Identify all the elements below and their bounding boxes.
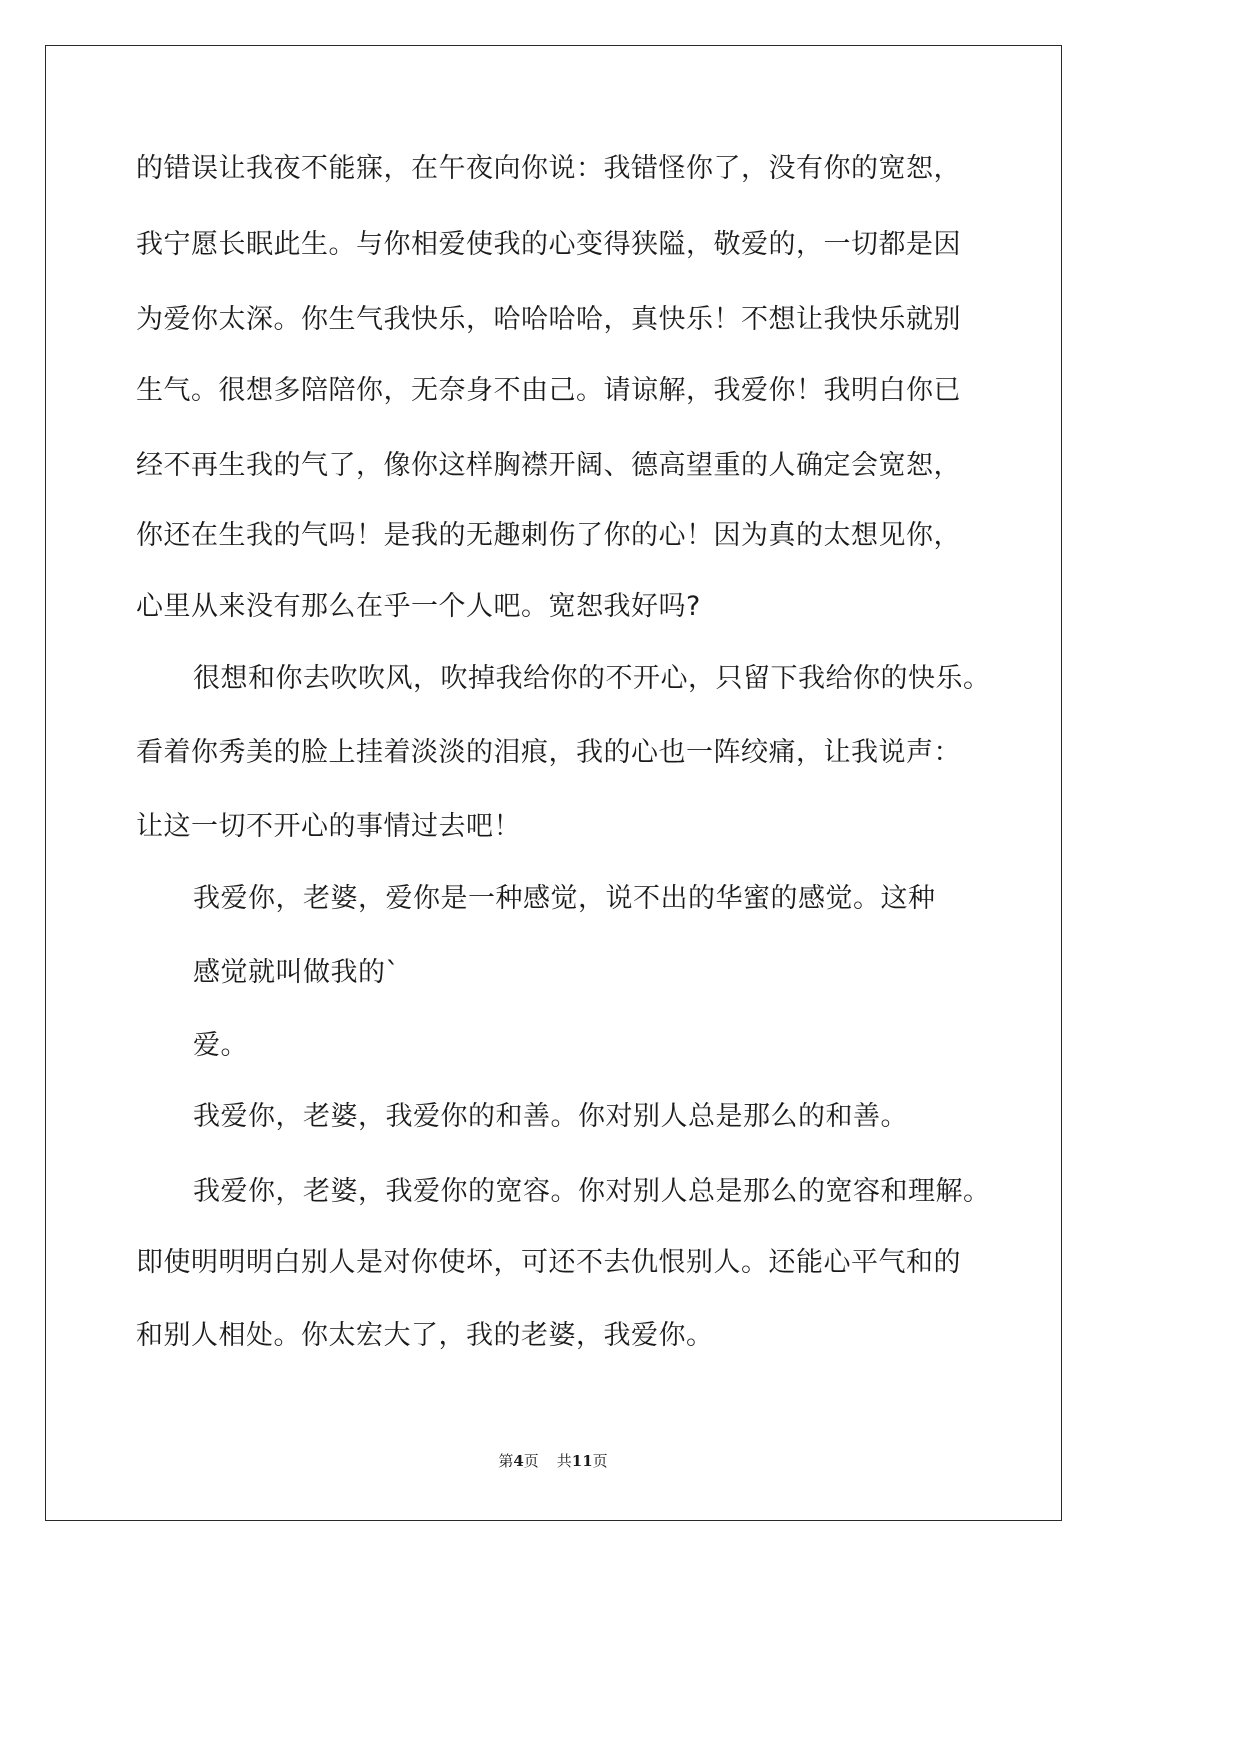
body-line: 你还在生我的气吗！是我的无趣刺伤了你的心！因为真的太想见你， xyxy=(136,520,961,551)
body-line: 经不再生我的气了，像你这样胸襟开阔、德高望重的人确定会宽恕， xyxy=(136,450,961,481)
total-pages: 11 xyxy=(571,1452,593,1470)
paragraph-first-line: 我爱你，老婆，爱你是一种感觉，说不出的华蜜的感觉。这种 xyxy=(193,883,936,914)
total-suffix: 页 xyxy=(592,1452,608,1470)
body-line: 爱。 xyxy=(193,1030,248,1061)
body-line: 生气。很想多陪陪你，无奈身不由己。请谅解，我爱你！我明白你已 xyxy=(136,375,961,406)
paragraph-first-line: 我爱你，老婆，我爱你的宽容。你对别人总是那么的宽容和理解。 xyxy=(193,1176,991,1207)
body-line: 心里从来没有那么在乎一个人吧。宽恕我好吗? xyxy=(136,591,701,622)
body-line: 看着你秀美的脸上挂着淡淡的泪痕，我的心也一阵绞痛，让我说声： xyxy=(136,737,961,768)
body-line: 我宁愿长眠此生。与你相爱使我的心变得狭隘，敬爱的，一切都是因 xyxy=(136,229,961,260)
page-number: 4 xyxy=(513,1452,524,1470)
body-line: 为爱你太深。你生气我快乐，哈哈哈哈，真快乐！不想让我快乐就别 xyxy=(136,304,961,335)
body-line: 即使明明明白别人是对你使坏，可还不去仇恨别人。还能心平气和的 xyxy=(136,1247,961,1278)
paragraph-first-line: 我爱你，老婆，我爱你的和善。你对别人总是那么的和善。 xyxy=(193,1101,908,1132)
page-border xyxy=(45,45,1062,1521)
body-line: 感觉就叫做我的` xyxy=(193,957,400,988)
body-line: 和别人相处。你太宏大了，我的老婆，我爱你。 xyxy=(136,1320,714,1351)
body-line: 的错误让我夜不能寐，在午夜向你说：我错怪你了，没有你的宽恕， xyxy=(136,153,961,184)
paragraph-first-line: 很想和你去吹吹风，吹掉我给你的不开心，只留下我给你的快乐。 xyxy=(193,663,991,694)
page-prefix: 第 xyxy=(498,1452,514,1470)
body-line: 让这一切不开心的事情过去吧！ xyxy=(136,811,521,842)
total-prefix: 共 xyxy=(556,1452,572,1470)
page-footer xyxy=(0,1451,1106,1471)
page-suffix: 页 xyxy=(523,1452,539,1470)
